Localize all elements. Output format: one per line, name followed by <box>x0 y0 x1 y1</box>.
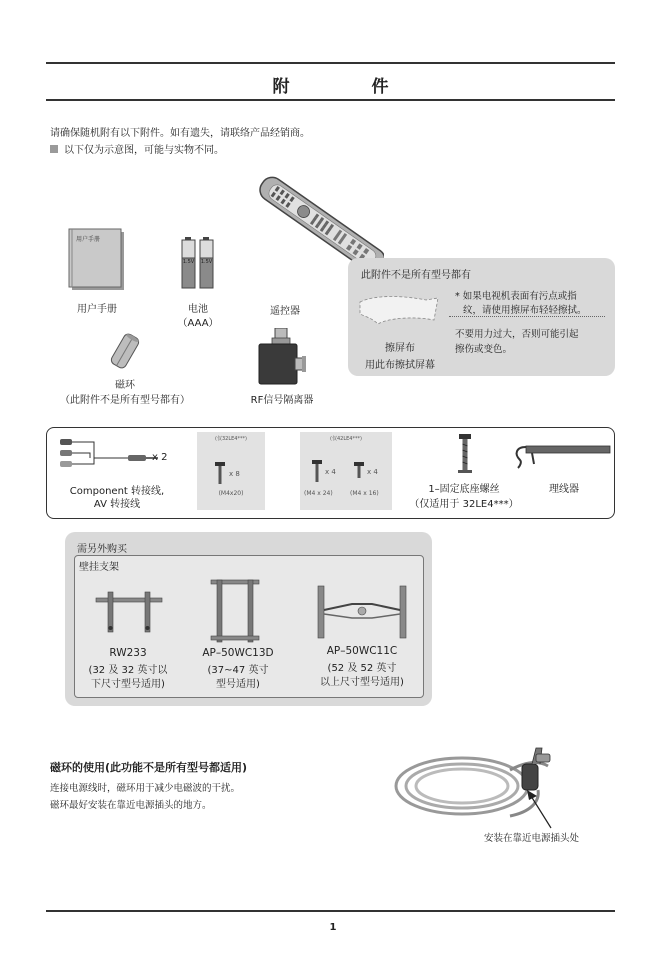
callout-arrow-icon <box>525 790 555 830</box>
intro-line-2-text: 以下仅为示意图，可能与实物不同。 <box>64 145 224 156</box>
user-manual-image <box>68 228 126 292</box>
screw-box-42-spec-a: (M4 x 24) <box>304 490 333 497</box>
cloth-panel-title: 此附件不是所有型号都有 <box>361 270 471 281</box>
screw-42a-icon <box>312 460 322 482</box>
bracket-2-model: AP–50WC13D <box>202 647 274 659</box>
top-rule <box>46 62 615 64</box>
screw-32-icon <box>215 462 225 484</box>
av-cable-label-1: Component 转接线, <box>69 486 165 497</box>
ferrite-core-image <box>110 332 140 370</box>
rf-isolator-label: RF信号隔离器 <box>250 395 314 406</box>
page-number: 1 <box>329 922 337 933</box>
stand-screw-icon <box>458 434 472 474</box>
core-callout-label: 安装在靠近电源插头处 <box>484 833 580 844</box>
bracket-3-line-1: (52 及 52 英寸 <box>327 663 397 674</box>
cloth-panel-divider <box>449 316 605 317</box>
bracket-1-line-1: (32 及 32 英寸以 <box>88 665 168 676</box>
screw-box-32-head: (仅32LE4***) <box>215 436 247 442</box>
manual-cover-text: 用户手册 <box>76 236 101 243</box>
ferrite-core-sub-label: （此附件不是所有型号都有） <box>60 395 190 406</box>
wall-panel-title: 需另外购买 <box>77 544 127 555</box>
stand-screw-label-2: （仅适用于 32LE4***） <box>409 499 519 510</box>
battery-image <box>180 237 216 289</box>
bracket-2-line-1: (37~47 英寸 <box>207 665 269 676</box>
screw-42b-icon <box>354 462 364 478</box>
page-title: 附 件 <box>272 77 427 97</box>
cleaning-cloth-label: 擦屏布 <box>385 343 415 354</box>
cloth-note-1a: * 如果电视机表面有污点或指 <box>455 291 577 302</box>
screw-box-42-count-b: x 4 <box>367 468 378 476</box>
bracket-2-line-2: 型号适用) <box>216 679 260 690</box>
bracket-3-model: AP–50WC11C <box>326 645 398 657</box>
wall-panel-subtitle: 壁挂支架 <box>79 562 119 573</box>
bracket-ap50wc11c-image <box>312 582 412 642</box>
bracket-1-line-2: 下尺寸型号适用) <box>91 679 165 690</box>
screw-box-32-count: x 8 <box>229 470 240 478</box>
av-cable-count: x 2 <box>152 452 168 463</box>
remote-control-label: 遥控器 <box>270 306 300 317</box>
bracket-3-line-2: 以上尺寸型号适用) <box>320 677 404 688</box>
stand-screw-label-1: 1–固定底座螺丝 <box>428 484 500 495</box>
bracket-1-model: RW233 <box>109 647 147 659</box>
bracket-rw233-image <box>94 590 164 634</box>
cleaning-cloth-sub-label: 用此布擦拭屏幕 <box>365 360 435 371</box>
rf-isolator-image <box>255 328 307 386</box>
screw-box-32 <box>197 432 265 510</box>
user-manual-label: 用户手册 <box>77 304 117 315</box>
power-cord-with-core-image <box>390 740 590 824</box>
cloth-note-2a: 不要用力过大，否则可能引起 <box>455 329 579 340</box>
intro-line-2 <box>50 141 224 156</box>
cable-holder-label: 理线器 <box>549 484 579 495</box>
bottom-rule <box>46 910 615 912</box>
screw-box-42 <box>300 432 392 510</box>
battery-mark-2: 1.5V <box>200 259 213 265</box>
battery-label: 电池 <box>188 304 208 315</box>
screw-box-42-spec-b: (M4 x 16) <box>350 490 379 497</box>
battery-mark-1: 1.5V <box>182 259 195 265</box>
cloth-note-2b: 擦伤或变色。 <box>455 344 513 355</box>
cleaning-cloth-image <box>354 290 442 330</box>
core-usage-line-1: 连接电源线时，磁环用于减少电磁波的干扰。 <box>50 783 241 794</box>
bracket-ap50wc13d-image <box>205 578 265 644</box>
battery-sub-label: （AAA） <box>177 318 219 329</box>
screw-box-42-head: (仅42LE4***) <box>330 436 362 442</box>
screw-box-42-count-a: x 4 <box>325 468 336 476</box>
intro-line-1: 请确保随机附有以下附件。如有遗失，请联络产品经销商。 <box>50 128 310 139</box>
cable-holder-icon <box>512 444 612 470</box>
core-usage-line-2: 磁环最好安装在靠近电源插头的地方。 <box>50 800 212 811</box>
bullet-square-icon <box>50 145 58 153</box>
ferrite-core-label: 磁环 <box>115 380 135 391</box>
title-underline <box>46 99 615 101</box>
core-usage-heading: 磁环的使用(此功能不是所有型号都适用) <box>50 761 248 774</box>
av-cable-label-2: AV 转接线 <box>93 499 141 510</box>
cloth-note-1b: 纹，请使用擦屏布轻轻擦拭。 <box>463 305 587 316</box>
screw-box-32-spec: (M4x20) <box>218 490 244 497</box>
